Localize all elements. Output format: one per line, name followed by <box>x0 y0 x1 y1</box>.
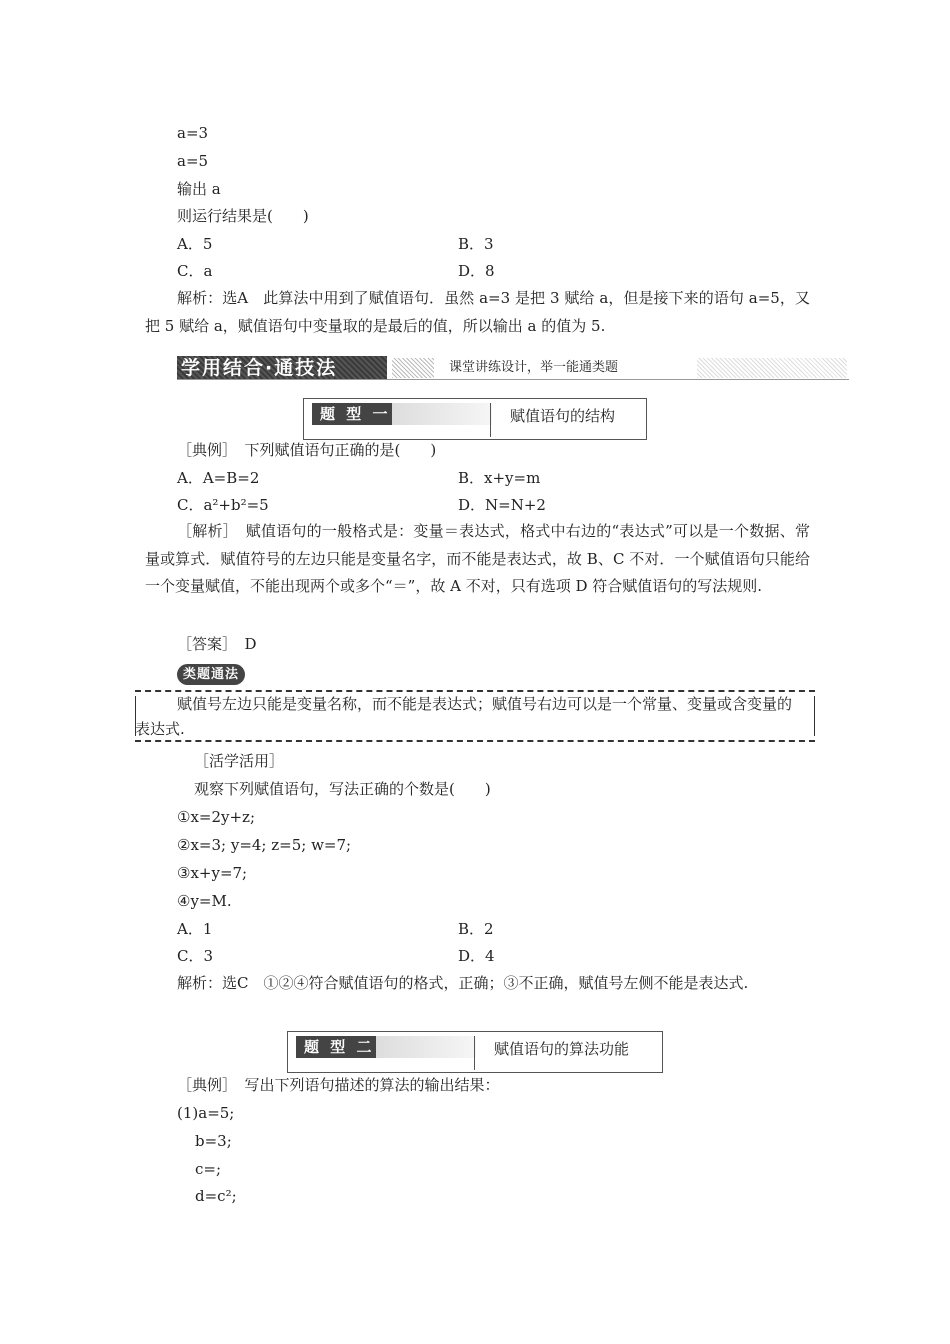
section-banner <box>177 354 849 380</box>
example2-line-1: (1)a=5; <box>177 1104 235 1122</box>
tips-label: 类题通法 <box>177 664 245 685</box>
example-prompt: ［典例］ 下列赋值语句正确的是( ) <box>177 441 437 459</box>
question-prompt: 则运行结果是( ) <box>177 207 309 225</box>
example2-prompt: ［典例］ 写出下列语句描述的算法的输出结果： <box>177 1076 500 1094</box>
banner-title: 学用结合·通技法 <box>177 356 387 380</box>
tips-box <box>135 690 815 742</box>
banner-hatch-pattern <box>392 358 434 378</box>
option-d: D．8 <box>458 262 495 280</box>
code-line-1: a=3 <box>177 124 209 142</box>
example-option-d: D．N=N+2 <box>458 496 546 514</box>
practice-prompt: 观察下列赋值语句，写法正确的个数是( ) <box>194 780 491 798</box>
option-c: C．a <box>177 262 213 280</box>
practice-option-c: C．3 <box>177 947 214 965</box>
example-option-c: C．a²+b²=5 <box>177 496 269 514</box>
type-box-2 <box>287 1031 663 1073</box>
practice-solution: 解析：选C ①②④符合赋值语句的格式，正确；③不正确，赋值号左侧不能是表达式. <box>177 974 749 992</box>
option-a: A．5 <box>177 235 213 253</box>
type-title-2: 赋值语句的算法功能 <box>494 1040 630 1058</box>
example2-line-3: c=; <box>195 1160 222 1178</box>
code-line-2: a=5 <box>177 152 209 170</box>
type-tag-1: 题 型 一 <box>312 403 492 425</box>
banner-hatch-pattern-right <box>697 358 847 378</box>
example2-line-4: d=c²; <box>195 1187 237 1205</box>
banner-underline <box>177 379 849 380</box>
banner-subtitle: 课堂讲练设计，举一能通类题 <box>449 360 619 375</box>
tag-divider-2 <box>474 1036 475 1070</box>
practice-item-2: ②x=3; y=4; z=5; w=7; <box>177 836 352 854</box>
practice-option-d: D．4 <box>458 947 495 965</box>
type-title-1: 赋值语句的结构 <box>510 407 616 425</box>
tag-divider <box>490 403 491 437</box>
practice-label: ［活学活用］ <box>194 752 285 770</box>
answer-line: ［答案］ D <box>177 635 257 653</box>
example2-line-2: b=3; <box>195 1132 232 1150</box>
practice-option-b: B．2 <box>458 920 494 938</box>
practice-item-1: ①x=2y+z; <box>177 808 256 826</box>
analysis-paragraph: ［解析］ 赋值语句的一般格式是：变量＝表达式，格式中右边的“表达式”可以是一个数据、常量或算式．赋值符号的左边只能是变量名字，而不能是表达式，故 B、C 不对．一个赋值语句只能给一个变量赋值，不能出现两个或多个“＝”，故 A 不对，只有选项 D 符合赋值语句的写法规则. <box>145 522 810 595</box>
tips-text: 赋值号左边只能是变量名称，而不能是表达式；赋值号右边可以是一个常量、变量或含变量的表达式. <box>135 695 793 738</box>
code-line-3: 输出 a <box>177 180 221 198</box>
type-box-1 <box>303 398 647 440</box>
practice-option-a: A．1 <box>177 920 213 938</box>
solution-paragraph: 解析：选A 此算法中用到了赋值语句．虽然 a=3 是把 3 赋给 a，但是接下来的语句 a=5，又把 5 赋给 a，赋值语句中变量取的是最后的值，所以输出 a 的值为 5. <box>145 289 810 335</box>
option-b: B．3 <box>458 235 494 253</box>
practice-item-3: ③x+y=7; <box>177 864 248 882</box>
example-option-a: A．A=B=2 <box>177 469 260 487</box>
example-option-b: B．x+y=m <box>458 469 541 487</box>
practice-item-4: ④y=M. <box>177 892 232 910</box>
type-tag-2: 题 型 二 <box>296 1036 476 1058</box>
